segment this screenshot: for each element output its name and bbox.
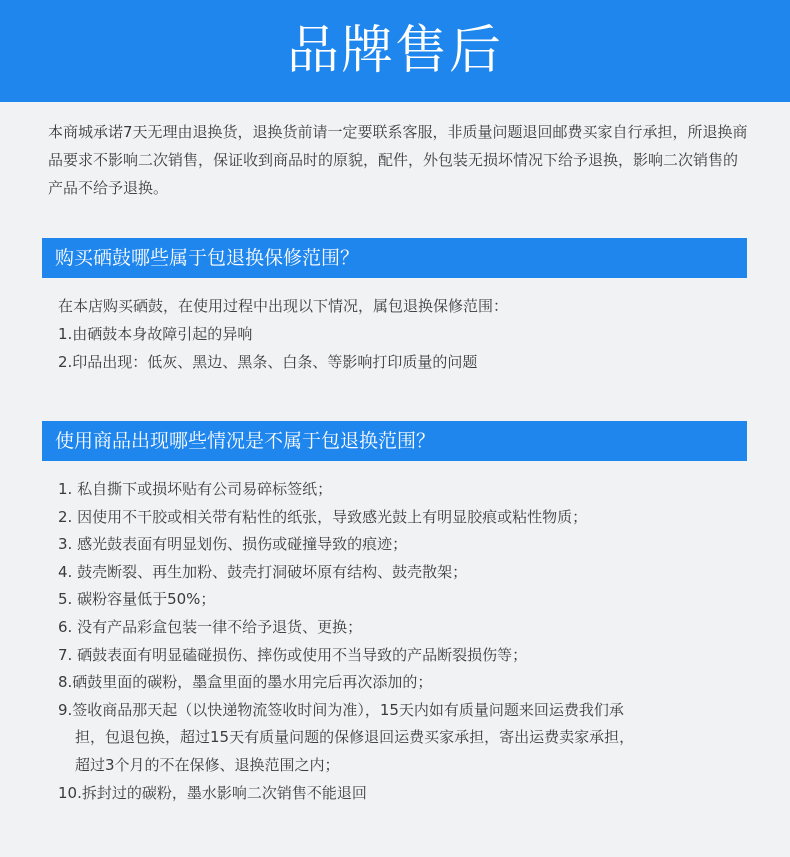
list-item bbox=[58, 752, 758, 780]
list-item: 2. 因使用不干胶或相关带有粘性的纸张，导致感光鼓上有明显胶痕或粘性物质； bbox=[58, 507, 588, 526]
warranty-scope-list bbox=[58, 292, 508, 376]
list-item: 2.印品出现：低灰、黑边、黑条、白条、等影响打印质量的问题 bbox=[58, 353, 478, 371]
intro-paragraph: 本商城承诺7天无理由退换货，退换货前请一定要联系客服，非质量问题退回邮费买家自行承担，所退换商品要求不影响二次销售，保证收到商品时的原貌，配件，外包装无损坏情况下给予退换，影响二次销售的产品不给予退换。 bbox=[48, 123, 748, 197]
list-item bbox=[58, 724, 758, 752]
list-item: 1.由硒鼓本身故障引起的异响 bbox=[58, 325, 253, 343]
list-item: 7. 硒鼓表面有明显磕碰损伤、摔伤或使用不当导致的产品断裂损伤等； bbox=[58, 645, 528, 664]
list-item: 1. 私自撕下或损坏贴有公司易碎标签纸； bbox=[58, 480, 333, 498]
list-item: 4. 鼓壳断裂、再生加粉、鼓壳打洞破坏原有结构、鼓壳散架； bbox=[58, 562, 468, 581]
list-item: 在本店购买硒鼓，在使用过程中出现以下情况，属包退换保修范围： bbox=[58, 297, 509, 315]
list-item: 10.拆封过的碳粉，墨水影响二次销售不能退回 bbox=[58, 783, 367, 802]
list-item: 3. 感光鼓表面有明显划伤、损伤或碰撞导致的痕迹； bbox=[58, 535, 408, 554]
list-item: 5. 碳粉容量低于50%； bbox=[58, 590, 216, 609]
section-header-warranty-scope: 购买硒鼓哪些属于包退换保修范围？ bbox=[42, 238, 747, 278]
exclusions-list bbox=[58, 476, 758, 807]
section-header-exclusions: 使用商品出现哪些情况是不属于包退换范围？ bbox=[42, 421, 747, 461]
page-title: 品牌售后 bbox=[286, 21, 503, 81]
list-item: 6. 没有产品彩盒包装一律不给予退货、更换； bbox=[58, 617, 363, 636]
list-item-continuation: 担，包退包换，超过15天有质量问题的保修退回运费买家承担，寄出运费卖家承担， bbox=[75, 728, 635, 747]
header-banner bbox=[0, 0, 790, 102]
list-item: 8.硒鼓里面的碳粉，墨盒里面的墨水用完后再次添加的； bbox=[58, 673, 433, 692]
list-item-continuation: 超过3个月的不在保修、退换范围之内； bbox=[75, 755, 340, 774]
list-item: 9.签收商品那天起（以快递物流签收时间为准），15天内如有质量问题来回运费我们承 bbox=[58, 700, 624, 719]
